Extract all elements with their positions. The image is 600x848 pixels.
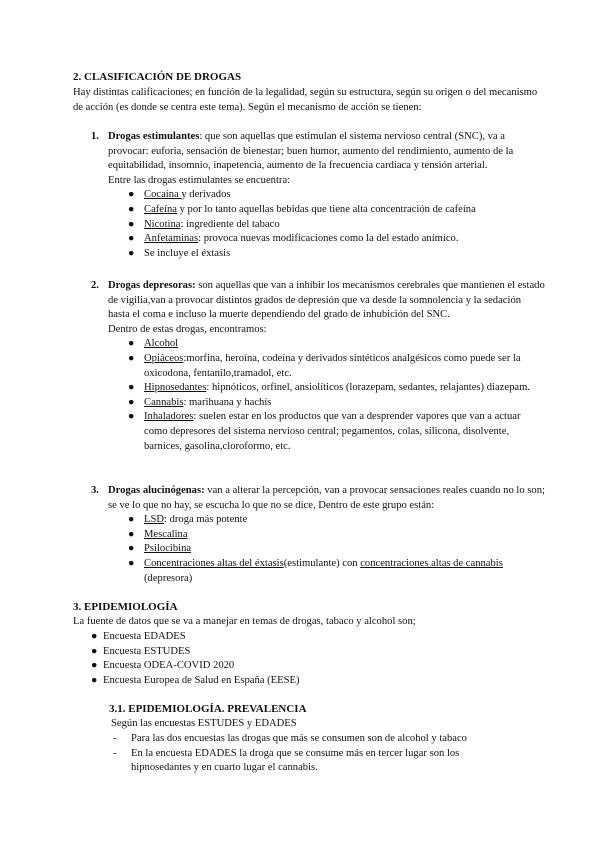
bullet-icon: ● (128, 557, 135, 569)
list-item-term: LSD (144, 514, 165, 526)
item-3-list (108, 513, 545, 586)
list-item-text: Encuesta ODEA-COVID 2020 (103, 660, 235, 672)
list-item-text: :morfina, heroína, codeína y derivados sintéticos analgésicos como puede ser la oxicodona, fentanilo,tramadol, etc. (144, 352, 521, 379)
list-item-text: Encuesta ESTUDES (103, 645, 191, 657)
bullet-icon: ● (91, 674, 98, 686)
bullet-icon: ● (128, 338, 135, 350)
list-item-term: Cannabis (144, 396, 184, 408)
item-1-heading: Drogas estimulantes (108, 131, 200, 142)
item-1-subintro: Entre las drogas estimulantes se encuentra: (108, 174, 291, 186)
list-item (108, 513, 545, 528)
item-3-block (108, 484, 545, 586)
section-3-1-list-wrap (111, 732, 511, 776)
bullet-icon: ● (128, 352, 135, 364)
list-item-text: y por lo tanto aquellas bebidas que tiene alta concentración de cafeína (176, 203, 476, 215)
list-item-term: Mescalina (144, 528, 188, 540)
list-item (73, 630, 543, 645)
item-1-list (108, 188, 545, 261)
list-item-term: Alcohol (144, 338, 179, 350)
list-item-text: Encuesta EDADES (103, 631, 186, 642)
bullet-icon: ● (128, 528, 135, 540)
list-item-text: En la encuesta EDADES la droga que se consume más en tercer lugar son los hipnosedantes y en cuarto lugar el cannabis. (131, 747, 460, 774)
bullet-icon: ● (128, 543, 135, 555)
item-2-paragraph (108, 279, 545, 323)
item-2-text: son aquellas que van a inhibir los mecanismos cerebrales que mantienen el estado de vigilia,van a provocar distintos grados de depresión que va desde la somnolencia y la sedación hasta el coma e incluso la muerte dependiendo del grado de inhubición del SNC. (108, 280, 545, 321)
list-item-term-2: concentraciones altas de cannabis (360, 557, 503, 569)
list-item-text: Encuesta Europea de Salud en España (EESE) (103, 674, 300, 686)
list-item-term: Cafeína (144, 203, 177, 215)
item-3-heading: Drogas alucinógenas: (108, 485, 205, 496)
bullet-icon: ● (128, 411, 135, 423)
list-item-text: (estimulante) con (283, 557, 361, 569)
list-item (108, 188, 545, 203)
item-2-block (108, 279, 545, 454)
section-3-1-intro: Según las encuestas ESTUDES y EDADES (111, 718, 297, 729)
section-3-intro: La fuente de datos que se va a manejar en temas de drogas, tabaco y alcohol son; (73, 616, 416, 627)
list-item (108, 203, 545, 218)
list-item (111, 732, 511, 747)
dash-icon: - (113, 733, 117, 744)
list-item-term: Inhaladores (144, 411, 194, 423)
item-2-heading: Drogas depresoras: (108, 280, 196, 291)
list-item (73, 645, 543, 660)
list-item-text: Para las dos encuestas las drogas que más se consumen son de alcohol y tabaco (131, 733, 467, 744)
list-item-text: : hipnóticos, orfinel, ansiolíticos (lorazepam, sedantes, relajantes) diazepam. (206, 382, 530, 394)
bullet-icon: ● (128, 203, 135, 215)
list-item-term: Cocaína (144, 189, 182, 201)
bullet-icon: ● (128, 233, 135, 245)
item-3-number: 3. (91, 485, 99, 496)
list-item (108, 352, 545, 381)
item-3-text: van a alterar la percepción, van a provocar sensaciones reales cuando no lo son; se ve lo que no hay, se escucha lo que no se dice, Dentro de este grupo están: (108, 485, 545, 511)
list-item (111, 747, 511, 776)
bullet-icon: ● (91, 631, 98, 642)
section-3-1-title: 3.1. EPIDEMIOLOGÍA. PREVALENCIA (109, 703, 307, 715)
list-item (73, 659, 543, 674)
list-item-text-2: (depresora) (144, 572, 193, 584)
list-item (108, 396, 545, 411)
list-item-term: Nicotina (144, 218, 181, 230)
item-2-list (108, 337, 545, 454)
bullet-icon: ● (91, 645, 98, 657)
list-item (108, 557, 545, 586)
list-item (108, 337, 545, 352)
bullet-icon: ● (128, 382, 135, 394)
item-1-number: 1. (91, 131, 99, 142)
section-3-title: 3. EPIDEMIOLOGÍA (73, 601, 178, 613)
list-item-term: Opiáceos (144, 352, 184, 364)
item-2-subintro: Dentro de estas drogas, encontramos: (108, 323, 267, 335)
list-item (108, 232, 545, 247)
section-2-title: 2. CLASIFICACIÓN DE DROGAS (73, 71, 242, 83)
list-item (73, 674, 543, 689)
list-item-term: Concentraciones altas del éxtasis (144, 557, 284, 569)
list-item-term: Psilocibina (144, 543, 192, 555)
list-item-term: Anfetaminas (144, 233, 199, 245)
list-item (108, 247, 545, 262)
section-3-list (73, 630, 543, 688)
list-item-text: Se incluye el éxtasis (144, 247, 231, 259)
item-2-number: 2. (91, 280, 99, 291)
section-3-1-list (111, 732, 511, 776)
bullet-icon: ● (128, 218, 135, 230)
bullet-icon: ● (128, 514, 135, 526)
list-item-text: : provoca nuevas modificaciones como la del estado anímico. (198, 233, 459, 245)
list-item-text: : ingrediente del tabaco (180, 218, 280, 230)
list-item-text: : suelen estar en los productos que van a desprender vapores que van a actuar como depresores del sistema nervioso central; pegamentos, colas, silicona, disolvente, barnices, gasolina,cloroformo, etc. (144, 411, 521, 452)
item-3-paragraph (108, 484, 545, 513)
bullet-icon: ● (128, 247, 135, 259)
section-2-intro: Hay distintas calificaciones; en función de la legalidad, según su estructura, según su origen o del mecanismo de acción (es donde se centra este tema). Según el mecanismo de acción se tienen: (73, 87, 538, 113)
section-3-list-wrap (73, 630, 543, 688)
list-item-term: Hipnosedantes (144, 382, 207, 394)
list-item (108, 410, 545, 454)
bullet-icon: ● (91, 660, 98, 672)
dash-icon: - (113, 747, 117, 759)
list-item (108, 381, 545, 396)
item-1-paragraph (108, 130, 545, 174)
list-item (108, 542, 545, 557)
bullet-icon: ● (128, 189, 135, 201)
item-1-block (108, 130, 545, 261)
list-item (108, 218, 545, 233)
list-item-text: : droga más potente (164, 514, 248, 526)
bullet-icon: ● (128, 396, 135, 408)
item-1-text: : que son aquellas que estimulan el sistema nervioso central (SNC), va a provocar: euforia, sensación de bienestar; buen humor, aumento del rendimiento, aumento de la equitabilidad, insomnio, inapetencia, aumento de la frecuencia cardiaca y tensión arterial. (108, 131, 514, 172)
list-item-text: y derivados (181, 189, 231, 201)
list-item-text: : marihuana y hachís (183, 396, 272, 408)
list-item (108, 528, 545, 543)
